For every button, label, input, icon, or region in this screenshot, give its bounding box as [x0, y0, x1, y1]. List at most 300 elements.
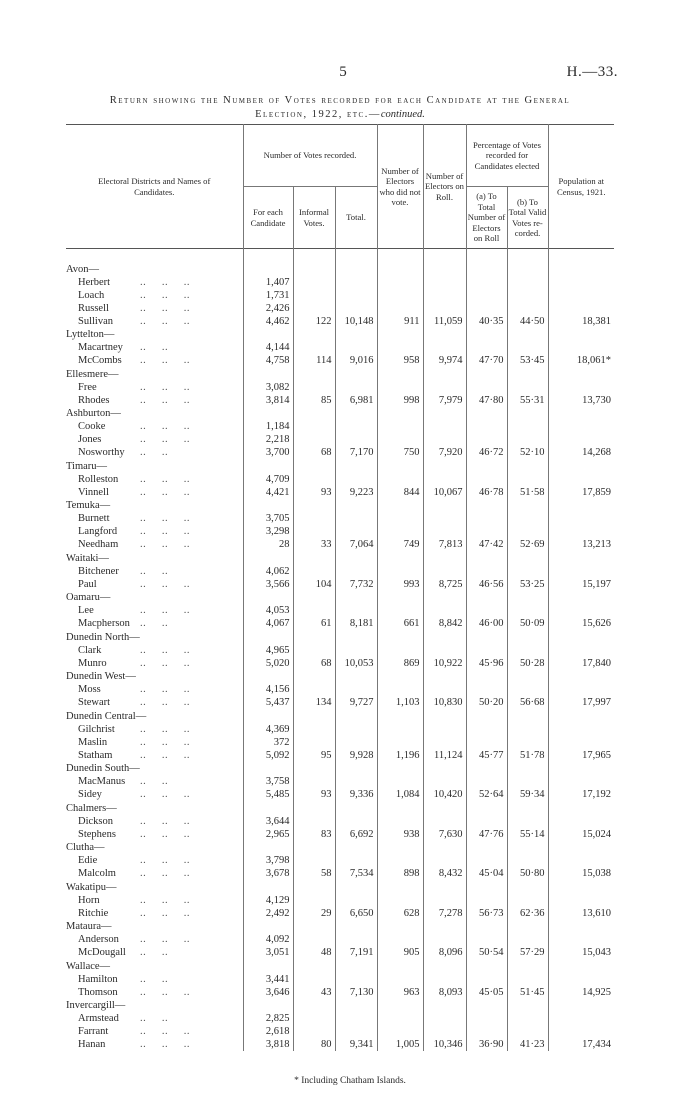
electors-on-roll: 9,974 [423, 354, 466, 367]
empty-cell [507, 289, 548, 302]
empty-cell [507, 736, 548, 749]
title-line-2 [66, 108, 614, 122]
empty-cell [293, 328, 335, 342]
empty-cell [548, 551, 614, 565]
district-name: Dunedin North— [66, 631, 140, 643]
informal-votes: 68 [293, 657, 335, 670]
empty-cell [466, 591, 507, 605]
population-census: 17,859 [548, 486, 614, 499]
empty-cell [293, 801, 335, 815]
header-votes-group: Number of Votes recorded. [243, 125, 377, 187]
empty-cell [377, 551, 423, 565]
population-census: 14,268 [548, 446, 614, 459]
candidate-votes: 2,825 [243, 1012, 293, 1025]
candidate-name: Hanan [78, 1039, 106, 1050]
candidate-votes: 1,407 [243, 276, 293, 289]
informal-votes: 61 [293, 617, 335, 630]
empty-cell [293, 499, 335, 513]
candidate-votes: 5,020 [243, 657, 293, 670]
did-not-vote: 661 [377, 617, 423, 630]
empty-cell [423, 933, 466, 946]
district-name: Mataura— [66, 921, 112, 932]
candidate-cell [66, 723, 243, 736]
informal-votes: 58 [293, 867, 335, 880]
empty-cell [243, 459, 293, 473]
candidate-votes: 2,218 [243, 433, 293, 446]
empty-cell [377, 565, 423, 578]
district-row [66, 262, 614, 276]
empty-cell [507, 854, 548, 867]
informal-votes: 122 [293, 315, 335, 328]
candidate-cell [66, 473, 243, 486]
leader-dots: .. .. .. [140, 736, 190, 748]
candidate-row [66, 986, 614, 999]
empty-cell [466, 328, 507, 342]
candidate-cell [66, 815, 243, 828]
candidate-votes: 5,485 [243, 788, 293, 801]
percent-of-roll: 47·42 [466, 538, 507, 551]
candidate-row [66, 723, 614, 736]
title-line-2-italic: continued. [380, 109, 425, 120]
empty-cell [548, 1012, 614, 1025]
empty-cell [243, 328, 293, 342]
total-votes: 9,341 [335, 1038, 377, 1051]
empty-cell [466, 551, 507, 565]
leader-dots: .. .. [140, 447, 169, 458]
candidate-row [66, 1025, 614, 1038]
empty-cell [423, 644, 466, 657]
empty-cell [335, 289, 377, 302]
informal-votes: 68 [293, 446, 335, 459]
empty-cell [507, 473, 548, 486]
empty-cell [466, 630, 507, 644]
candidate-row [66, 828, 614, 841]
empty-cell [377, 762, 423, 776]
empty-cell [243, 999, 293, 1013]
district-name: Clutha— [66, 842, 105, 853]
candidate-row [66, 289, 614, 302]
informal-votes: 80 [293, 1038, 335, 1051]
percent-of-roll: 46·72 [466, 446, 507, 459]
candidate-name: Statham [78, 749, 113, 761]
empty-cell [335, 499, 377, 513]
population-census: 18,061* [548, 354, 614, 367]
empty-cell [548, 841, 614, 855]
empty-cell [466, 473, 507, 486]
candidate-cell [66, 578, 243, 591]
header-on-roll: Number of Electors on Roll. [423, 125, 466, 249]
empty-cell [377, 289, 423, 302]
empty-cell [548, 381, 614, 394]
candidate-name: Ritchie [78, 907, 109, 919]
population-census: 14,925 [548, 986, 614, 999]
candidate-votes: 2,618 [243, 1025, 293, 1038]
percent-of-roll: 47·76 [466, 828, 507, 841]
empty-cell [423, 973, 466, 986]
document-reference: H.—33. [566, 64, 618, 80]
candidate-row [66, 381, 614, 394]
empty-cell [293, 525, 335, 538]
candidate-cell [66, 525, 243, 538]
table-title [66, 94, 614, 122]
candidate-votes: 4,092 [243, 933, 293, 946]
candidate-cell [66, 644, 243, 657]
empty-cell [466, 367, 507, 381]
empty-cell [548, 723, 614, 736]
informal-votes: 29 [293, 907, 335, 920]
page-number: 5 [339, 64, 347, 80]
candidate-votes: 3,566 [243, 578, 293, 591]
candidate-votes: 3,818 [243, 1038, 293, 1051]
candidate-cell [66, 302, 243, 315]
empty-cell [293, 420, 335, 433]
candidate-cell [66, 354, 243, 367]
did-not-vote: 844 [377, 486, 423, 499]
population-census: 17,434 [548, 1038, 614, 1051]
empty-cell [377, 999, 423, 1013]
candidate-row [66, 644, 614, 657]
empty-cell [548, 604, 614, 617]
header-total: Total. [335, 187, 377, 249]
empty-cell [507, 920, 548, 934]
empty-cell [548, 801, 614, 815]
empty-cell [293, 880, 335, 894]
candidate-votes: 3,700 [243, 446, 293, 459]
empty-cell [293, 670, 335, 684]
candidate-cell [66, 749, 243, 762]
percent-of-valid: 55·31 [507, 394, 548, 407]
candidate-cell [66, 617, 243, 630]
candidate-cell [66, 657, 243, 670]
did-not-vote: 1,005 [377, 1038, 423, 1051]
empty-cell [548, 670, 614, 684]
empty-cell [466, 736, 507, 749]
total-votes: 9,727 [335, 696, 377, 709]
empty-cell [377, 815, 423, 828]
candidate-row [66, 420, 614, 433]
header-districts: Electoral Districts and Names of Candidates. [98, 176, 211, 197]
district-name: Avon— [66, 263, 100, 275]
empty-cell [335, 815, 377, 828]
empty-cell [243, 499, 293, 513]
population-census: 18,381 [548, 315, 614, 328]
empty-cell [335, 473, 377, 486]
did-not-vote: 998 [377, 394, 423, 407]
empty-cell [377, 381, 423, 394]
empty-cell [377, 920, 423, 934]
candidate-votes: 4,129 [243, 894, 293, 907]
empty-cell [423, 525, 466, 538]
empty-cell [377, 512, 423, 525]
candidate-cell [66, 788, 243, 801]
leader-dots: .. .. .. [140, 486, 190, 498]
empty-cell [548, 736, 614, 749]
candidate-row [66, 433, 614, 446]
percent-of-valid: 50·09 [507, 617, 548, 630]
empty-cell [466, 512, 507, 525]
electors-on-roll: 10,346 [423, 1038, 466, 1051]
leader-dots: .. .. [140, 947, 169, 958]
empty-cell [377, 644, 423, 657]
candidate-row [66, 973, 614, 986]
candidate-row [66, 894, 614, 907]
empty-cell [507, 604, 548, 617]
empty-cell [548, 302, 614, 315]
title-line-1: Return showing the Number of Votes recorded for each Candidate at the General [109, 95, 571, 106]
total-votes: 7,130 [335, 986, 377, 999]
population-census: 13,730 [548, 394, 614, 407]
empty-cell [466, 933, 507, 946]
empty-cell [377, 407, 423, 421]
empty-cell [335, 302, 377, 315]
empty-cell [377, 775, 423, 788]
district-name: Dunedin West— [66, 671, 136, 682]
candidate-name: Hamilton [78, 973, 118, 985]
empty-cell [293, 512, 335, 525]
empty-cell [548, 420, 614, 433]
total-votes: 7,534 [335, 867, 377, 880]
empty-cell [243, 920, 293, 934]
leader-dots: .. .. [140, 776, 169, 787]
candidate-votes: 3,051 [243, 946, 293, 959]
empty-cell [507, 999, 548, 1013]
empty-cell [335, 459, 377, 473]
empty-cell [507, 328, 548, 342]
candidate-name: McCombs [78, 355, 122, 366]
empty-cell [507, 709, 548, 723]
candidate-votes: 3,814 [243, 394, 293, 407]
empty-cell [423, 604, 466, 617]
candidate-name: Langford [78, 526, 118, 537]
empty-cell [507, 723, 548, 736]
empty-cell [507, 459, 548, 473]
empty-cell [377, 302, 423, 315]
empty-cell [377, 683, 423, 696]
leader-dots: .. .. [140, 342, 169, 353]
district-row [66, 630, 614, 644]
candidate-row [66, 775, 614, 788]
district-row [66, 801, 614, 815]
candidate-row [66, 788, 614, 801]
empty-cell [423, 683, 466, 696]
empty-cell [335, 276, 377, 289]
empty-cell [466, 920, 507, 934]
empty-cell [423, 894, 466, 907]
empty-cell [335, 565, 377, 578]
candidate-name: Macpherson [78, 618, 130, 629]
percent-of-valid: 44·50 [507, 315, 548, 328]
candidate-cell [66, 381, 243, 394]
header-pct-b: (b) To Total Valid Votes re-corded. [507, 187, 548, 249]
header-informal: Informal Votes. [293, 187, 335, 249]
candidate-name: Malcolm [78, 868, 116, 879]
empty-cell [377, 591, 423, 605]
leader-dots: .. .. .. [140, 605, 190, 616]
empty-cell [507, 959, 548, 973]
leader-dots: .. .. .. [140, 1026, 190, 1037]
empty-cell [423, 959, 466, 973]
electors-on-roll: 7,813 [423, 538, 466, 551]
empty-cell [466, 644, 507, 657]
table-body [66, 249, 614, 1052]
percent-of-roll: 46·00 [466, 617, 507, 630]
candidate-votes: 5,092 [243, 749, 293, 762]
did-not-vote: 958 [377, 354, 423, 367]
empty-cell [548, 644, 614, 657]
empty-cell [243, 709, 293, 723]
electors-on-roll: 11,059 [423, 315, 466, 328]
electors-on-roll: 7,920 [423, 446, 466, 459]
empty-cell [335, 841, 377, 855]
empty-cell [293, 630, 335, 644]
candidate-cell [66, 446, 243, 459]
empty-cell [293, 815, 335, 828]
empty-cell [548, 341, 614, 354]
empty-cell [507, 670, 548, 684]
did-not-vote: 1,196 [377, 749, 423, 762]
district-row [66, 551, 614, 565]
empty-cell [423, 499, 466, 513]
empty-cell [243, 630, 293, 644]
empty-cell [423, 630, 466, 644]
empty-cell [335, 644, 377, 657]
empty-cell [335, 630, 377, 644]
empty-cell [423, 1025, 466, 1038]
candidate-name: Stephens [78, 828, 116, 840]
candidate-cell [66, 973, 243, 986]
empty-cell [377, 1012, 423, 1025]
candidate-name: Rolleston [78, 473, 119, 485]
district-name: Wakatipu— [66, 881, 117, 893]
candidate-row [66, 341, 614, 354]
percent-of-valid: 50·28 [507, 657, 548, 670]
empty-cell [377, 709, 423, 723]
candidate-votes: 4,067 [243, 617, 293, 630]
informal-votes: 134 [293, 696, 335, 709]
empty-cell [548, 459, 614, 473]
leader-dots: .. .. [140, 565, 169, 577]
empty-cell [507, 880, 548, 894]
electors-on-roll: 7,630 [423, 828, 466, 841]
empty-cell [548, 407, 614, 421]
percent-of-roll: 52·64 [466, 788, 507, 801]
candidate-row [66, 749, 614, 762]
empty-cell [507, 420, 548, 433]
percent-of-roll: 47·80 [466, 394, 507, 407]
empty-cell [466, 709, 507, 723]
header-population: Population at Census, 1921. [548, 125, 614, 249]
empty-cell [293, 551, 335, 565]
candidate-votes: 4,144 [243, 341, 293, 354]
empty-cell [377, 880, 423, 894]
empty-cell [335, 723, 377, 736]
candidate-row [66, 578, 614, 591]
candidate-cell [66, 289, 243, 302]
empty-cell [466, 289, 507, 302]
empty-cell [423, 880, 466, 894]
empty-cell [466, 302, 507, 315]
empty-cell [507, 1025, 548, 1038]
percent-of-valid: 62·36 [507, 907, 548, 920]
informal-votes: 95 [293, 749, 335, 762]
candidate-cell [66, 828, 243, 841]
did-not-vote: 749 [377, 538, 423, 551]
returns-table [66, 124, 614, 1051]
candidate-cell [66, 986, 243, 999]
empty-cell [335, 959, 377, 973]
empty-cell [507, 894, 548, 907]
table-header [66, 125, 614, 249]
candidate-name: Sidey [78, 789, 102, 800]
candidate-votes: 4,709 [243, 473, 293, 486]
district-name: Invercargill— [66, 1000, 126, 1011]
candidate-row [66, 736, 614, 749]
empty-cell [466, 1025, 507, 1038]
empty-cell [293, 407, 335, 421]
empty-cell [293, 723, 335, 736]
did-not-vote: 750 [377, 446, 423, 459]
empty-cell [423, 512, 466, 525]
leader-dots: .. .. .. [140, 986, 190, 998]
district-row [66, 459, 614, 473]
candidate-name: Rhodes [78, 394, 110, 406]
candidate-votes: 4,758 [243, 354, 293, 367]
empty-cell [335, 709, 377, 723]
empty-cell [423, 775, 466, 788]
percent-of-roll: 45·05 [466, 986, 507, 999]
percent-of-valid: 51·58 [507, 486, 548, 499]
empty-cell [423, 328, 466, 342]
candidate-cell [66, 854, 243, 867]
candidate-cell [66, 565, 243, 578]
district-name: Wallace— [66, 960, 111, 972]
candidate-name: Herbert [78, 276, 111, 288]
candidate-name: Bitchener [78, 565, 119, 577]
percent-of-valid: 50·80 [507, 867, 548, 880]
empty-cell [423, 262, 466, 276]
candidate-name: Nosworthy [78, 447, 125, 458]
district-name: Chalmers— [66, 802, 117, 814]
informal-votes: 33 [293, 538, 335, 551]
empty-cell [377, 801, 423, 815]
candidate-name: Moss [78, 684, 101, 695]
empty-cell [377, 933, 423, 946]
population-census: 13,610 [548, 907, 614, 920]
empty-cell [423, 341, 466, 354]
candidate-cell [66, 604, 243, 617]
candidate-votes: 3,798 [243, 854, 293, 867]
candidate-cell [66, 867, 243, 880]
population-census: 15,626 [548, 617, 614, 630]
leader-dots: .. .. .. [140, 315, 190, 327]
percent-of-valid: 53·25 [507, 578, 548, 591]
electors-on-roll: 10,420 [423, 788, 466, 801]
total-votes: 9,223 [335, 486, 377, 499]
candidate-name: Free [78, 381, 97, 393]
candidate-row [66, 446, 614, 459]
empty-cell [507, 433, 548, 446]
empty-cell [243, 762, 293, 776]
empty-cell [335, 604, 377, 617]
empty-cell [293, 762, 335, 776]
empty-cell [507, 644, 548, 657]
empty-cell [243, 407, 293, 421]
electors-on-roll: 8,432 [423, 867, 466, 880]
empty-cell [507, 512, 548, 525]
total-votes: 6,981 [335, 394, 377, 407]
empty-cell [548, 276, 614, 289]
empty-cell [335, 999, 377, 1013]
